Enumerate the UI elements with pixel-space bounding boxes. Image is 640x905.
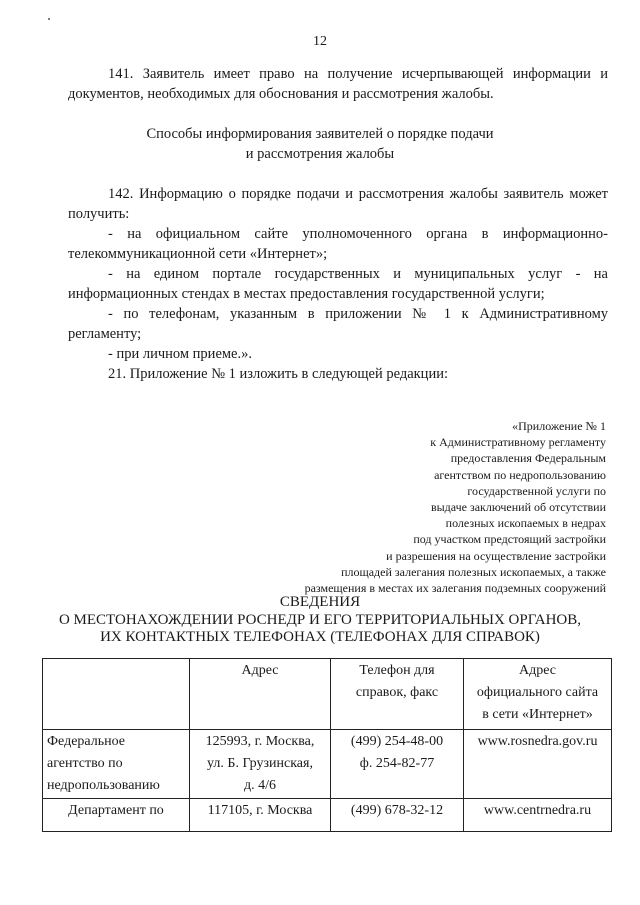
svedeniya-title: СВЕДЕНИЯ — [279, 594, 361, 610]
paragraph-142-item-4: - при личном приеме.». — [108, 346, 252, 362]
cell-phone-line: (499) 254-48-00 — [350, 734, 444, 749]
cell-address-line: 125993, г. Москва, — [205, 734, 315, 749]
table-header-row — [43, 659, 612, 730]
appendix-line: «Приложение № 1 — [512, 419, 606, 433]
header-site-line: в сети «Интернет» — [482, 707, 593, 722]
header-name — [43, 659, 190, 730]
appendix-line: под участком предстоящий застройки — [413, 532, 606, 547]
paragraph-142-item-1: - на официальном сайте уполномоченного органа в информационно-телекоммуникационной сети «Интернет»; — [68, 226, 608, 262]
paragraph-142-intro: 142. Информацию о порядке подачи и рассмотрения жалобы заявитель может получить: — [68, 186, 608, 222]
svedeniya-line-1: О МЕСТОНАХОЖДЕНИИ РОСНЕДР И ЕГО ТЕРРИТОРИАЛЬНЫХ ОРГАНОВ, — [58, 611, 582, 628]
section-heading-line-2: и рассмотрения жалобы — [245, 146, 395, 162]
header-phone-line: Телефон для — [359, 663, 435, 678]
header-site — [464, 659, 612, 730]
paragraph-142-item-2: - на едином портале государственных и муниципальных услуг - на информационных стендах в местах предоставления государственной услуги; — [68, 266, 608, 302]
svedeniya-line-2: ИХ КОНТАКТНЫХ ТЕЛЕФОНАХ (ТЕЛЕФОНАХ ДЛЯ СПРАВОК) — [100, 629, 540, 645]
cell-site — [464, 730, 612, 799]
contacts-table — [42, 658, 612, 832]
cell-name-line: Департамент по — [68, 803, 164, 818]
paragraph-141: 141. Заявитель имеет право на получение исчерпывающей информации и документов, необходимых для обоснования и рассмотрения жалобы. — [68, 66, 608, 102]
cell-phone-line: ф. 254-82-77 — [359, 756, 435, 771]
cell-site — [464, 799, 612, 832]
appendix-line: размещения в местах их залегания подземных сооружений — [304, 581, 606, 596]
cell-name-line: недропользованию — [47, 778, 160, 793]
section-heading — [0, 124, 640, 164]
header-address: Адрес — [190, 659, 331, 730]
table-row — [43, 730, 612, 799]
cell-phone — [331, 799, 464, 832]
cell-phone — [331, 730, 464, 799]
cell-phone-line: (499) 678-32-12 — [350, 803, 444, 818]
scan-speck — [48, 18, 50, 20]
cell-address — [190, 730, 331, 799]
cell-address-line: д. 4/6 — [243, 778, 276, 793]
paragraph-21: 21. Приложение № 1 изложить в следующей редакции: — [108, 366, 448, 382]
cell-address-line: 117105, г. Москва — [207, 803, 313, 818]
cell-name-line: Федеральное — [47, 734, 126, 749]
appendix-line: выдаче заключений об отсутствии — [430, 500, 606, 515]
appendix-line: предоставления Федеральным — [450, 451, 606, 466]
appendix-line: площадей залегания полезных ископаемых, а также — [341, 564, 606, 579]
paragraph-142-item-3: - по телефонам, указанным в приложении № 1 к Административному регламенту; — [68, 306, 608, 342]
appendix-line: агентством по недропользованию — [434, 467, 606, 482]
table-row — [43, 799, 612, 832]
appendix-header — [186, 418, 606, 596]
cell-name — [43, 730, 190, 799]
appendix-line: государственной услуги по — [467, 483, 606, 498]
header-phone — [331, 659, 464, 730]
section-heading-line-1: Способы информирования заявителей о порядке подачи — [146, 126, 494, 142]
cell-site-link[interactable]: www.centrnedra.ru — [483, 803, 592, 818]
appendix-line: к Административному регламенту — [430, 435, 606, 450]
header-site-line: Адрес — [518, 663, 556, 678]
page-number: 12 — [313, 34, 327, 49]
svedeniya-heading — [0, 594, 640, 647]
cell-site-link[interactable]: www.rosnedra.gov.ru — [477, 734, 598, 749]
header-phone-line: справок, факс — [355, 685, 439, 700]
appendix-line: и разрешения на осуществление застройки — [386, 548, 606, 563]
appendix-line: полезных ископаемых в недрах — [445, 516, 606, 531]
header-site-line: официального сайта — [476, 685, 599, 700]
cell-address-line: ул. Б. Грузинская, — [207, 756, 313, 771]
cell-address — [190, 799, 331, 832]
cell-name — [43, 799, 190, 832]
cell-name-line: агентство по — [47, 756, 123, 771]
